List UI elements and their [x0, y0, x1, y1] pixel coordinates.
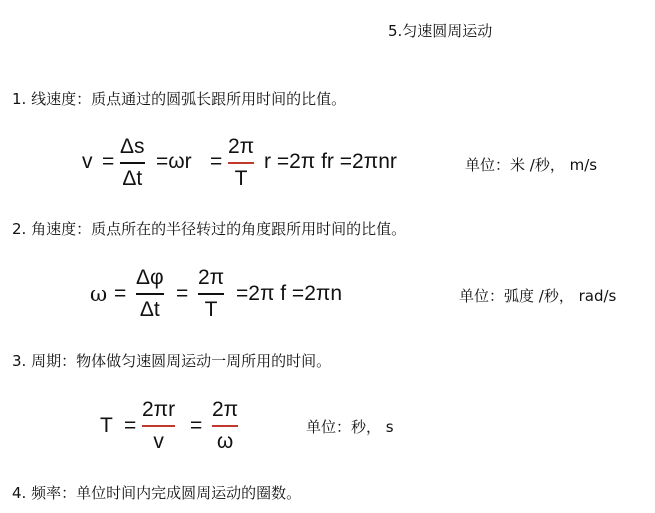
- equals-sign: =: [124, 414, 137, 437]
- equals-sign: =: [210, 150, 223, 173]
- fraction-bar: [142, 425, 175, 427]
- unit-angular-velocity: 单位：弧度 /秒， rad/s: [459, 287, 617, 305]
- numerator: Δs: [120, 135, 145, 158]
- equals-sign: =: [114, 282, 127, 305]
- fraction-2pi-omega: [212, 398, 238, 454]
- formula-rest: =2π f =2πn: [236, 282, 343, 305]
- fraction-bar: [136, 293, 164, 295]
- formula-lhs: T: [100, 414, 113, 437]
- heading-angular-velocity: 2. 角速度：质点所在的半径转过的角度跟所用时间的比值。: [12, 220, 407, 238]
- numerator: 2πr: [142, 398, 176, 421]
- numerator: 2π: [212, 398, 239, 421]
- numerator: Δφ: [136, 266, 164, 289]
- fraction-2pir-v: [142, 398, 175, 454]
- formula-lhs: ω: [90, 282, 108, 306]
- formula-rest: r =2π fr =2πnr: [264, 150, 397, 173]
- fraction-2pi-T: [198, 266, 224, 322]
- denominator: T: [234, 166, 248, 190]
- heading-frequency: 4. 频率：单位时间内完成圆周运动的圈数。: [12, 484, 302, 502]
- numerator: 2π: [228, 135, 255, 158]
- equals-sign: =: [102, 150, 115, 173]
- denominator: Δt: [139, 297, 160, 321]
- formula-lhs: v: [82, 150, 93, 173]
- unit-period: 单位：秒， s: [306, 418, 394, 436]
- fraction-bar: [120, 162, 145, 164]
- formula-term: =ωr: [156, 150, 192, 173]
- denominator: T: [204, 297, 218, 321]
- fraction-2pi-T: [228, 135, 254, 191]
- equals-sign: =: [190, 414, 203, 437]
- denominator: ω: [216, 429, 234, 453]
- denominator: Δt: [122, 166, 143, 190]
- denominator: v: [153, 429, 164, 453]
- fraction-dphi-dt: [136, 266, 164, 322]
- numerator: 2π: [198, 266, 225, 289]
- unit-linear-velocity: 单位：米 /秒， m/s: [465, 156, 598, 174]
- heading-linear-velocity: 1. 线速度：质点通过的圆弧长跟所用时间的比值。: [12, 90, 347, 108]
- fraction-bar: [212, 425, 238, 427]
- section-title: 5.匀速圆周运动: [388, 22, 493, 40]
- fraction-ds-dt: [120, 135, 145, 191]
- fraction-bar: [198, 293, 224, 295]
- heading-period: 3. 周期：物体做匀速圆周运动一周所用的时间。: [12, 352, 332, 370]
- fraction-bar: [228, 162, 254, 164]
- equals-sign: =: [176, 282, 189, 305]
